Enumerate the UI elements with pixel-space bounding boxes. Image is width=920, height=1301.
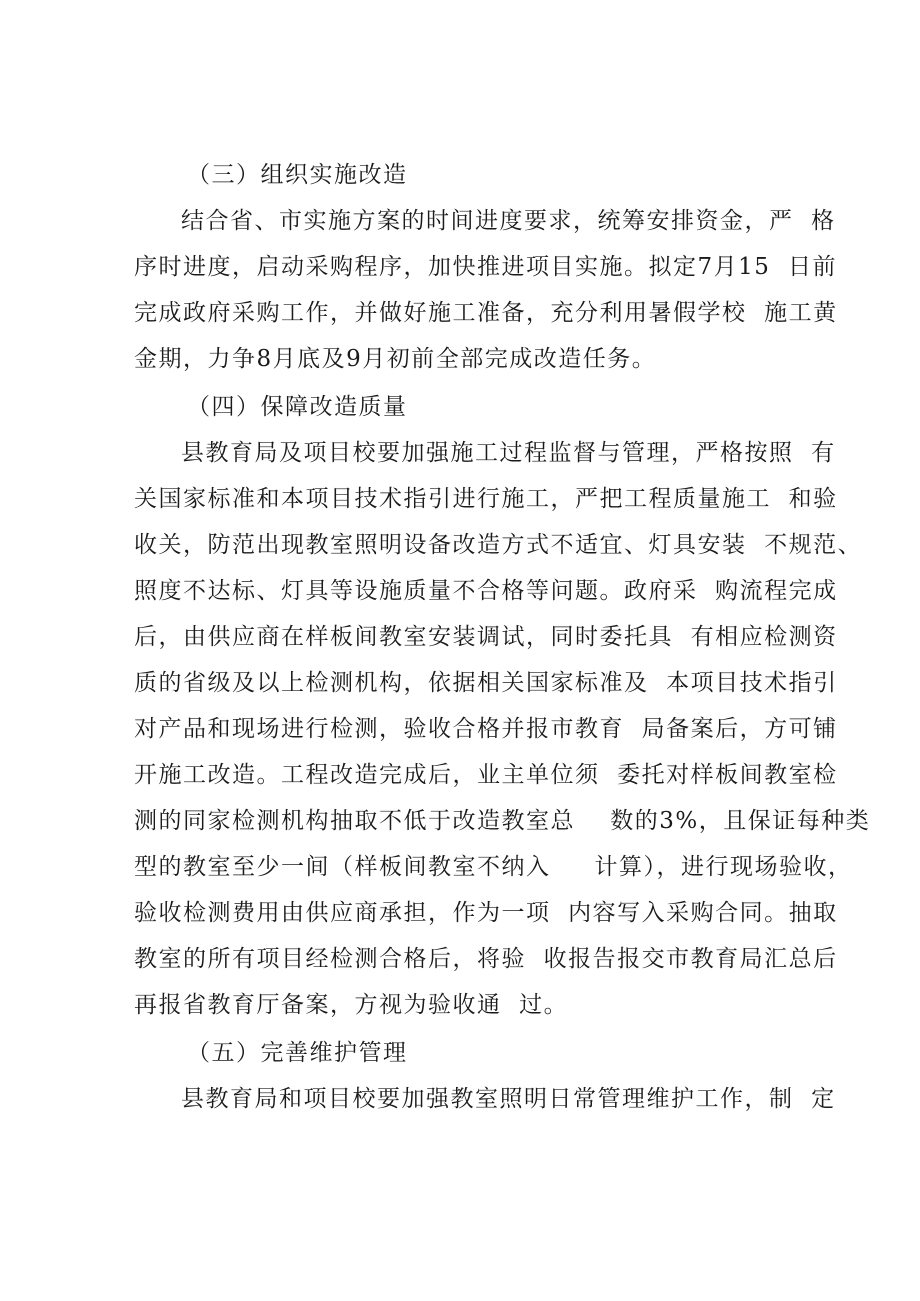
paragraph-line: 照度不达标、灯具等设施质量不合格等问题。政府采 购流程完成 bbox=[134, 578, 838, 604]
paragraph-line: 对产品和现场进行检测，验收合格并报市教育 局备案后，方可铺 bbox=[134, 716, 838, 742]
paragraph-line: 关国家标准和本项目技术指引进行施工，严把工程质量施工 和验 bbox=[134, 486, 838, 512]
paragraph-line: 教室的所有项目经检测合格后，将验 收报告报交市教育局汇总后 bbox=[134, 946, 838, 972]
paragraph-line: 质的省级及以上检测机构，依据相关国家标准及 本项目技术指引 bbox=[134, 670, 838, 696]
paragraph-line: 开施工改造。工程改造完成后，业主单位须 委托对样板间教室检 bbox=[134, 762, 838, 788]
paragraph-line: 收关，防范出现教室照明设备改造方式不适宜、灯具安装 不规范、 bbox=[134, 532, 863, 558]
section-heading: （五）完善维护管理 bbox=[187, 1040, 408, 1066]
paragraph-line: 再报省教育厅备案，方视为验收通 过。 bbox=[134, 992, 569, 1018]
paragraph-line: 县教育局及项目校要加强施工过程监督与管理，严格按照 有 bbox=[181, 440, 836, 466]
paragraph-line: 验收检测费用由供应商承担，作为一项 内容写入采购合同。抽取 bbox=[134, 900, 838, 926]
paragraph-line: 结合省、市实施方案的时间进度要求，统筹安排资金，严 格 bbox=[181, 208, 836, 234]
paragraph-line: 完成政府采购工作，并做好施工准备，充分利用暑假学校 施工黄 bbox=[134, 300, 838, 326]
paragraph-line: 县教育局和项目校要加强教室照明日常管理维护工作，制 定 bbox=[181, 1086, 836, 1112]
paragraph-line: 测的同家检测机构抽取不低于改造教室总 数的3%，且保证每种类 bbox=[134, 808, 871, 834]
paragraph-line: 后，由供应商在样板间教室安装调试，同时委托具 有相应检测资 bbox=[134, 624, 838, 650]
section-heading: （四）保障改造质量 bbox=[187, 394, 408, 420]
paragraph-line: 序时进度，启动采购程序，加快推进项目实施。拟定7月15 日前 bbox=[134, 254, 838, 280]
paragraph-line: 金期，力争8月底及9月初前全部完成改造任务。 bbox=[134, 346, 657, 372]
section-heading: （三）组织实施改造 bbox=[187, 162, 408, 188]
paragraph-line: 型的教室至少一间（样板间教室不纳入 计算），进行现场验收， bbox=[134, 854, 853, 880]
